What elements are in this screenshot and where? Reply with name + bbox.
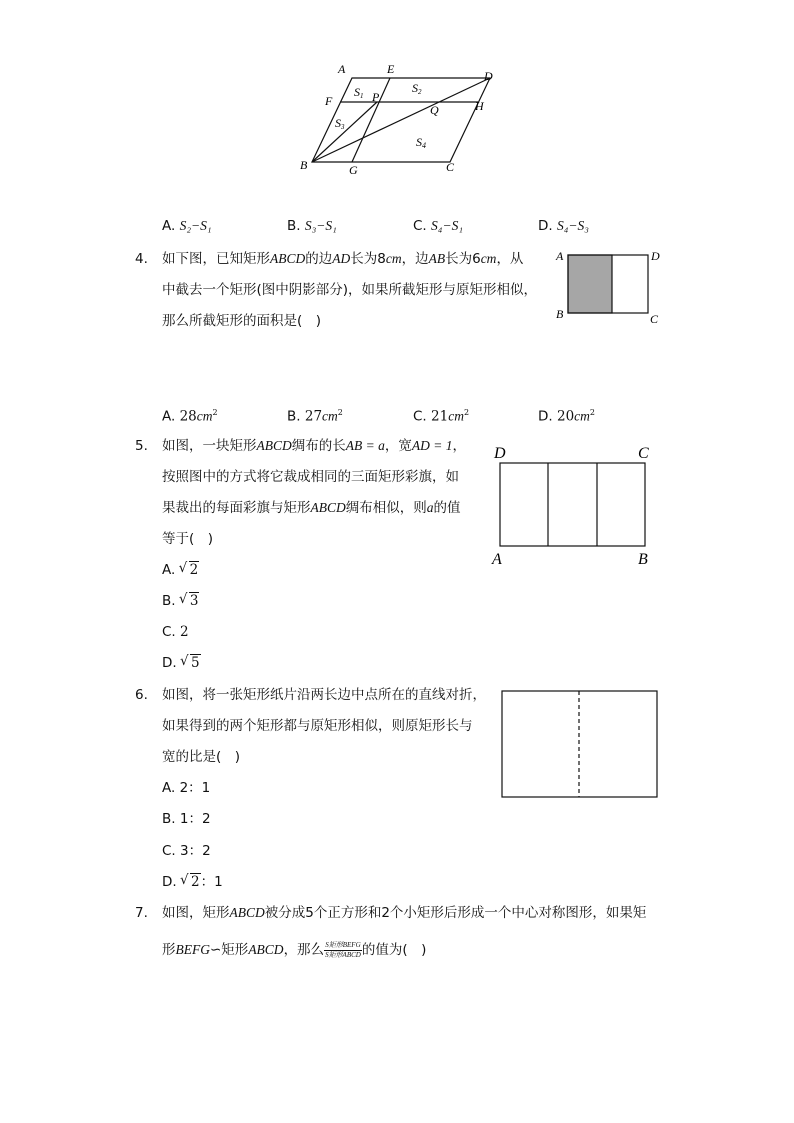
- option-letter: B.: [162, 593, 176, 609]
- q5-option-a[interactable]: [162, 560, 199, 580]
- q3-label-D: D: [484, 69, 493, 83]
- q4-figure: [552, 245, 664, 327]
- q4-option-b[interactable]: B. $27cm^2$: [287, 408, 343, 425]
- q4-number: 4.: [135, 251, 148, 267]
- q3-figure: [290, 58, 510, 183]
- option-letter: A.: [162, 562, 176, 578]
- q7-fraction: $\frac{\text{S矩形BEFG}}{\text{S矩形ABCD}}$: [325, 940, 361, 959]
- q7-text-line-2: 形BEFG∽矩形ABCD，那么 $\frac{\text{S矩形BEFG}}{\text{S矩形ABCD}}$ 的值为( ): [162, 940, 427, 959]
- q4-label-B: B: [556, 307, 564, 321]
- sqrt-symbol: √ 2: [181, 872, 201, 892]
- q5-label-B: B: [638, 551, 648, 568]
- q3-label-S3: S3: [335, 116, 345, 131]
- q5-rect-ABCD: [500, 463, 645, 546]
- q3-label-C: C: [446, 160, 455, 174]
- q3-option-b[interactable]: [287, 216, 337, 236]
- option-letter: A.: [162, 780, 176, 796]
- option-letter: C.: [413, 408, 427, 425]
- option-letter: C.: [162, 624, 176, 640]
- q5-text-line-1: 如图，一块矩形ABCD绸布的长AB = a，宽AD = 1，: [162, 438, 466, 454]
- q3-label-G: G: [349, 163, 358, 177]
- q3-label-H: H: [475, 99, 484, 113]
- q3-label-F: F: [325, 94, 333, 108]
- q6-option-d[interactable]: D. √ 2：1: [162, 872, 223, 892]
- q4-text-line-1: 如下图，已知矩形ABCD的边AD长为8cm，边AB长为6cm，从: [162, 251, 524, 267]
- q3-option-d[interactable]: [538, 216, 589, 236]
- q3-option-a[interactable]: [162, 216, 212, 236]
- sqrt-symbol: √ 2: [180, 560, 200, 580]
- option-expr: S₂−S₁: [179, 218, 212, 233]
- q3-label-S4: S4: [416, 135, 426, 150]
- q4-text-line-3: 那么所截矩形的面积是( ): [162, 313, 322, 329]
- q4-label-D: D: [651, 249, 660, 263]
- q3-label-B: B: [300, 158, 308, 172]
- q5-text-line-3: 果裁出的每面彩旗与矩形ABCD绸布相似，则a的值: [162, 500, 461, 516]
- q5-option-b[interactable]: [162, 591, 199, 611]
- sqrt-symbol: √ 5: [181, 653, 201, 673]
- q5-text-line-4: 等于( ): [162, 531, 214, 547]
- sqrt-symbol: √ 3: [180, 591, 200, 611]
- option-letter: A.: [162, 218, 176, 234]
- q6-text-line-2: 如果得到的两个矩形都与原矩形相似，则原矩形长与: [162, 718, 473, 734]
- q3-label-E: E: [387, 62, 395, 76]
- q7-number: 7.: [135, 905, 148, 921]
- q6-number: 6.: [135, 687, 148, 703]
- q3-option-c[interactable]: [413, 216, 463, 236]
- option-letter: B.: [162, 811, 176, 827]
- option-letter: D.: [162, 655, 177, 671]
- option-letter: B.: [287, 408, 301, 425]
- option-expr: S₃−S₁: [304, 218, 337, 233]
- q5-option-c[interactable]: C. 2: [162, 624, 189, 640]
- q6-figure: [498, 686, 662, 802]
- q6-text-line-1: 如图，将一张矩形纸片沿两长边中点所在的直线对折，: [162, 687, 486, 703]
- option-letter: D.: [162, 874, 177, 890]
- q3-label-Q: Q: [430, 103, 439, 117]
- q4-option-a[interactable]: A. $28cm^2$: [162, 408, 218, 425]
- option-letter: A.: [162, 408, 176, 425]
- q3-label-S1: S1: [354, 85, 364, 100]
- q3-label-A: A: [338, 62, 346, 76]
- q6-option-b[interactable]: B. 1：2: [162, 811, 211, 827]
- q4-text-line-2: 中截去一个矩形(图中阴影部分)，如果所截矩形与原矩形相似，: [162, 282, 538, 298]
- q4-label-C: C: [650, 312, 659, 326]
- q3-label-S2: S2: [412, 81, 422, 96]
- option-letter: C.: [162, 843, 176, 859]
- option-letter: C.: [413, 218, 427, 234]
- option-letter: D.: [538, 218, 553, 234]
- q4-option-d[interactable]: D. $20cm^2$: [538, 408, 596, 425]
- q6-option-c[interactable]: C. 3：2: [162, 843, 211, 859]
- option-letter: D.: [538, 408, 553, 425]
- q4-label-A: A: [556, 249, 564, 263]
- q4-option-c[interactable]: C. $21cm^2$: [413, 408, 470, 425]
- q3-label-P: P: [372, 90, 380, 104]
- q5-label-C: C: [638, 445, 649, 462]
- q5-label-D: D: [494, 445, 506, 462]
- option-expr: S₄−S₁: [431, 218, 464, 233]
- q5-number: 5.: [135, 438, 148, 454]
- q5-figure: [488, 440, 658, 570]
- q5-label-A: A: [492, 551, 502, 568]
- q6-text-line-3: 宽的比是( ): [162, 749, 241, 765]
- option-expr: S₄−S₃: [556, 218, 589, 233]
- q6-option-a[interactable]: A. 2：1: [162, 780, 211, 796]
- q7-text-line-1: 如图，矩形ABCD被分成5个正方形和2个小矩形后形成一个中心对称图形，如果矩: [162, 905, 647, 921]
- q5-text-line-2: 按照图中的方式将它裁成相同的三面矩形彩旗，如: [162, 469, 459, 485]
- option-letter: B.: [287, 218, 301, 234]
- q4-shaded-rect: [568, 255, 612, 313]
- q3-line-BP: [312, 102, 377, 162]
- q5-option-d[interactable]: [162, 653, 201, 673]
